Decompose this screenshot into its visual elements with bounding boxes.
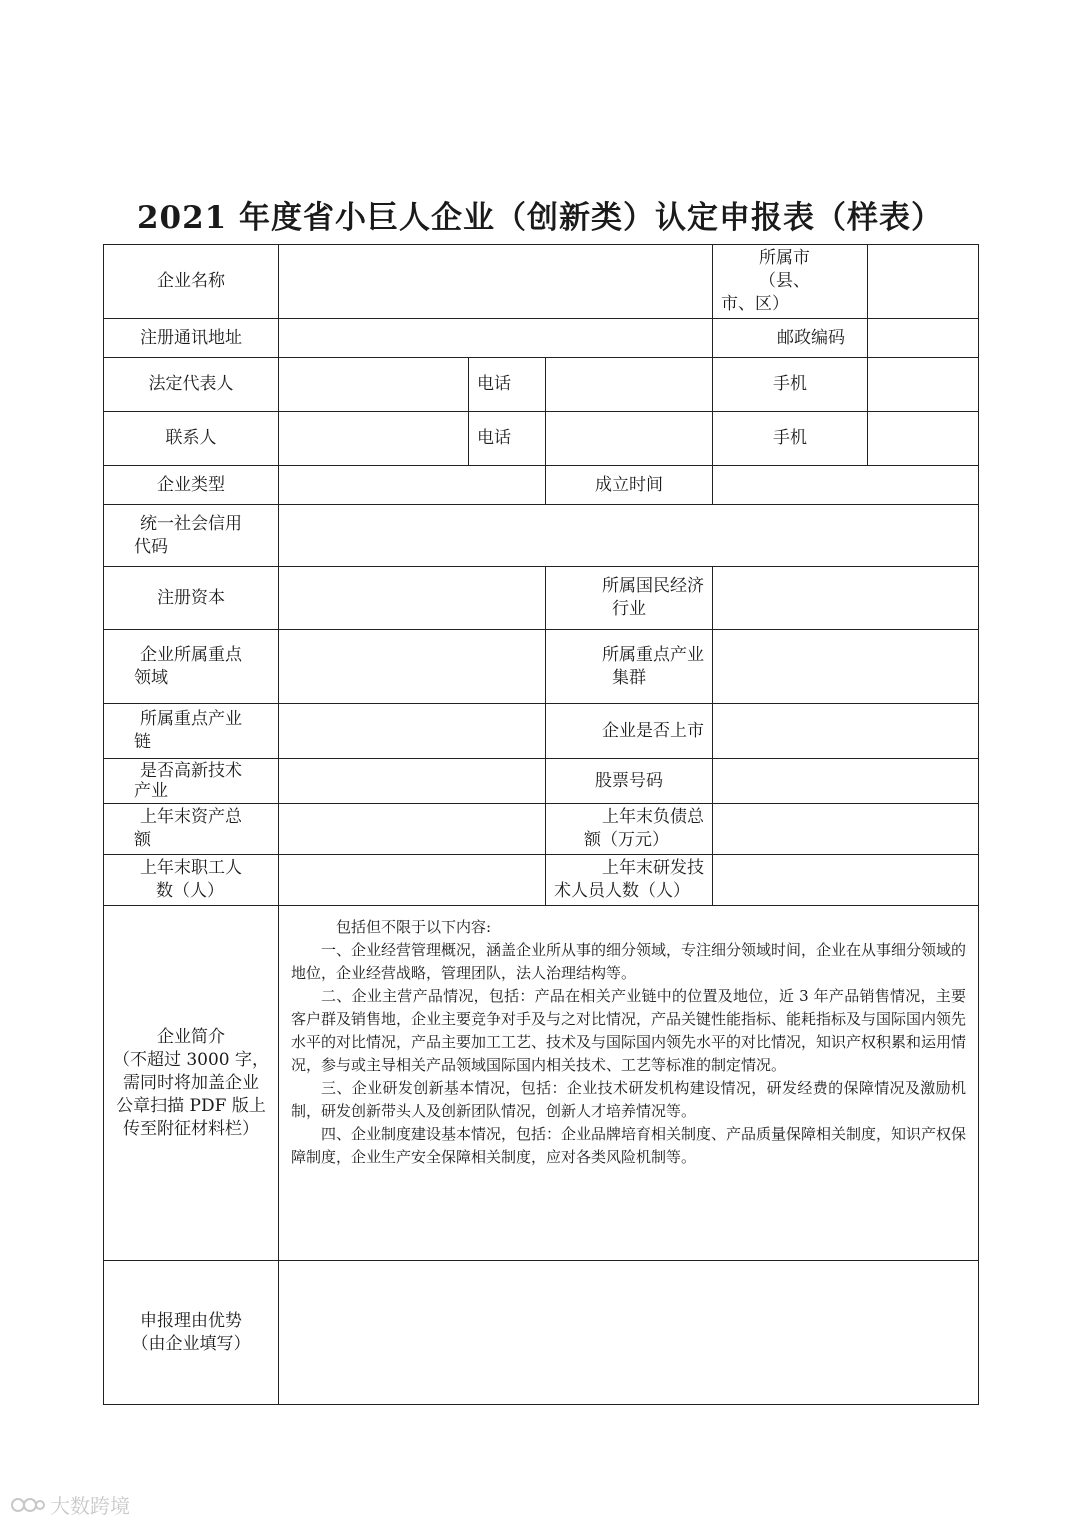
label-company-name: 企业名称 [104, 245, 279, 319]
label-hightech-line2: 产业 [134, 781, 168, 801]
label-phone: 电话 [469, 358, 546, 412]
field-mobile-2[interactable] [868, 412, 979, 466]
label-assets-line1: 上年末资产总 [140, 807, 242, 827]
label-intro-note-4: 传至附征材料栏） [123, 1118, 259, 1139]
label-debt-line2: 额（万元） [584, 830, 669, 850]
field-reg-capital[interactable] [279, 567, 546, 630]
label-address: 注册通讯地址 [104, 319, 279, 358]
label-stock-code: 股票号码 [546, 759, 713, 804]
field-founded[interactable] [713, 466, 979, 505]
field-rd-staff[interactable] [713, 855, 979, 906]
label-key-field [104, 630, 279, 704]
label-credit-code-line1: 统一社会信用 [140, 513, 242, 534]
label-cluster [546, 630, 713, 704]
label-intro-note-2: 需同时将加盖企业 [123, 1072, 259, 1093]
label-key-field-line2: 领域 [134, 667, 168, 688]
row-legal-rep [104, 358, 979, 412]
label-phone-2: 电话 [469, 412, 546, 466]
field-phone[interactable] [546, 358, 713, 412]
row-chain [104, 704, 979, 759]
label-intro [104, 906, 279, 1261]
label-key-field-line1: 企业所属重点 [140, 644, 242, 665]
label-credit-code [104, 505, 279, 567]
field-reason[interactable] [279, 1261, 979, 1405]
field-debt[interactable] [713, 804, 979, 855]
label-staff-line2: 数（人） [156, 881, 224, 901]
field-chain[interactable] [279, 704, 546, 759]
field-mobile[interactable] [868, 358, 979, 412]
label-rd-staff-line2: 术人员人数（人） [554, 881, 690, 901]
row-hightech [104, 759, 979, 804]
label-industry-line2: 行业 [612, 599, 646, 619]
label-city-line1: 所属市（县、 [759, 248, 811, 291]
label-hightech [104, 759, 279, 804]
label-contact: 联系人 [104, 412, 279, 466]
field-credit-code[interactable] [279, 505, 979, 567]
application-form-table [103, 244, 979, 1405]
field-stock-code[interactable] [713, 759, 979, 804]
row-address [104, 319, 979, 358]
label-chain-line1: 所属重点产业 [140, 709, 242, 729]
intro-paragraph: 包括但不限于以下内容: [336, 918, 492, 936]
field-address[interactable] [279, 319, 713, 358]
label-founded: 成立时间 [546, 466, 713, 505]
label-intro-title: 企业简介 [157, 1026, 225, 1047]
label-staff-line1: 上年末职工人 [140, 858, 242, 878]
label-staff [104, 855, 279, 906]
label-listed: 企业是否上市 [546, 704, 713, 759]
label-chain [104, 704, 279, 759]
label-industry-line1: 所属国民经济 [602, 576, 705, 596]
field-legal-rep[interactable] [279, 358, 469, 412]
field-cluster[interactable] [713, 630, 979, 704]
label-debt [546, 804, 713, 855]
label-intro-note-1: （不超过 3000 字， [112, 1049, 270, 1070]
label-intro-note-3: 公章扫描 PDF 版上 [116, 1095, 266, 1116]
label-chain-line2: 链 [134, 732, 151, 752]
field-listed[interactable] [713, 704, 979, 759]
row-company-name [104, 245, 979, 319]
field-company-type[interactable] [279, 466, 546, 505]
label-reason-note: （由企业填写） [131, 1333, 251, 1354]
watermark-text: 大数跨境 [50, 1494, 130, 1518]
field-key-field[interactable] [279, 630, 546, 704]
row-intro [104, 906, 979, 1261]
row-contact [104, 412, 979, 466]
row-reason [104, 1261, 979, 1405]
label-city-line2: 市、区） [721, 294, 790, 314]
row-key-field [104, 630, 979, 704]
label-cluster-line1: 所属重点产业 [602, 644, 705, 665]
field-intro[interactable] [279, 906, 979, 1261]
intro-paragraph: 四、企业制度建设基本情况，包括：企业品牌培育相关制度、产品质量保障相关制度，知识产权保障制度，企业生产安全保障相关制度，应对各类风险机制等。 [291, 1125, 967, 1166]
label-reg-capital: 注册资本 [104, 567, 279, 630]
label-rd-staff [546, 855, 713, 906]
label-cluster-line2: 集群 [612, 667, 646, 688]
label-legal-rep: 法定代表人 [104, 358, 279, 412]
label-reason [104, 1261, 279, 1405]
label-rd-staff-line1: 上年末研发技 [602, 858, 705, 878]
field-city[interactable] [868, 245, 979, 319]
field-company-name[interactable] [279, 245, 713, 319]
label-debt-line1: 上年末负债总 [602, 807, 705, 827]
label-mobile: 手机 [713, 358, 868, 412]
label-industry [546, 567, 713, 630]
intro-paragraph: 一、企业经营管理概况，涵盖企业所从事的细分领域，专注细分领域时间，企业在从事细分领域的地位，企业经营战略，管理团队，法人治理结构等。 [291, 941, 967, 982]
field-postcode[interactable] [868, 319, 979, 358]
label-company-type: 企业类型 [104, 466, 279, 505]
page-title: 2021 年度省小巨人企业（创新类）认定申报表（样表） [136, 200, 944, 236]
field-hightech[interactable] [279, 759, 546, 804]
label-city [713, 245, 868, 319]
label-assets [104, 804, 279, 855]
intro-paragraph: 三、企业研发创新基本情况，包括：企业技术研发机构建设情况，研发经费的保障情况及激励机制，研发创新带头人及创新团队情况，创新人才培养情况等。 [291, 1079, 967, 1120]
field-industry[interactable] [713, 567, 979, 630]
label-credit-code-line2: 代码 [134, 536, 168, 557]
row-assets [104, 804, 979, 855]
label-mobile-2: 手机 [713, 412, 868, 466]
label-hightech-line1: 是否高新技术 [140, 761, 242, 781]
intro-paragraph: 二、企业主营产品情况，包括：产品在相关产业链中的位置及地位，近 3 年产品销售情况，主要客户群及销售地，企业主要竞争对手及与之对比情况，产品关键性能指标、能耗指标及与国际国内领先水平的对比情况，产品主要加工工艺、技术及与国际国内领先水平的对比情况，知识产权积累和运用情况，参与或主导相关产品领域国际国内相关技术、工艺等标准的制定情况。 [291, 987, 967, 1074]
label-postcode: 邮政编码 [713, 319, 868, 358]
row-reg-capital [104, 567, 979, 630]
row-credit-code [104, 505, 979, 567]
watermark [10, 1490, 130, 1519]
label-assets-line2: 额 [134, 830, 151, 850]
row-company-type [104, 466, 979, 505]
label-reason-title: 申报理由优势 [140, 1310, 242, 1331]
watermark-logo-icon [10, 1495, 46, 1515]
field-contact[interactable] [279, 412, 469, 466]
row-staff [104, 855, 979, 906]
field-assets[interactable] [279, 804, 546, 855]
field-staff[interactable] [279, 855, 546, 906]
field-phone-2[interactable] [546, 412, 713, 466]
